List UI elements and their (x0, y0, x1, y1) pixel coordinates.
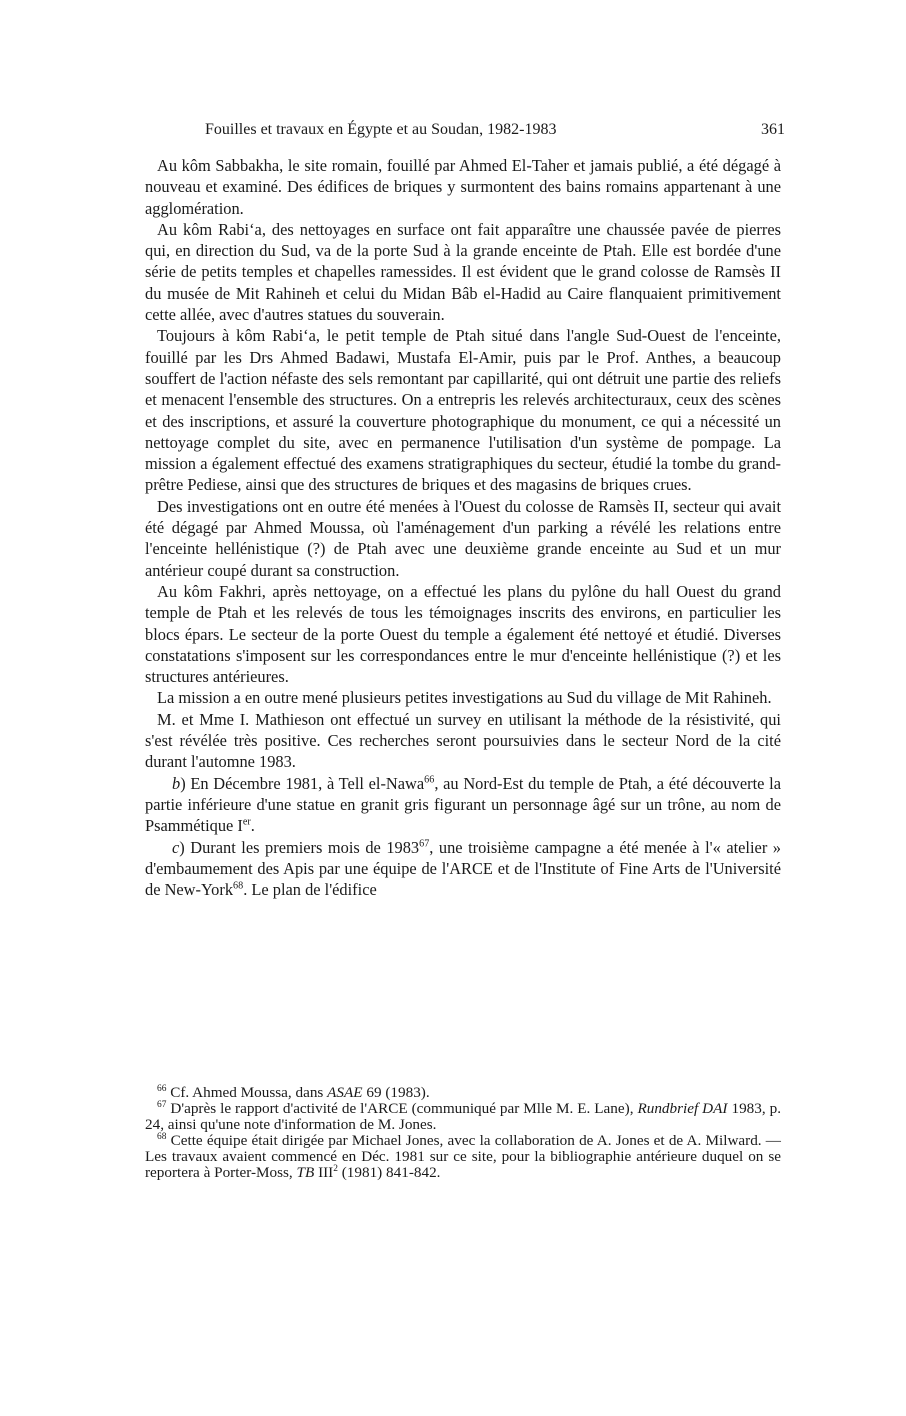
paragraph-text: . Le plan de l'édifice (243, 880, 377, 900)
footnote-text: 69 (1983). (362, 1084, 430, 1101)
paragraph-text: ) En Décembre 1981, à Tell el-Nawa (180, 773, 425, 793)
footnotes (145, 1085, 781, 1180)
journal-title: ASAE (327, 1084, 363, 1101)
paragraph: Toujours à kôm Rabi‘a, le petit temple de Ptah situé dans l'angle Sud-Ouest de l'enceinte, fouillé par les Drs Ahmed Badawi, Mustafa El-Amir, puis par le Prof. Anthes, a beaucoup souffert de l'action néfaste des sels remontant par capillarité, qui ont détruit une partie des reliefs et menacent l'ensemble des structures. On a entrepris les relevés architecturaux, ceux des scènes et des inscriptions, et assuré la couverture photographique du monument, ce qui a nécessité un nettoyage complet du site, avec en permanence l'utilisation d'un système de pompage. La mission a également effectué des examens stratigraphiques du secteur, étudié la tombe du grand-prêtre Pediese, ainsi que des structures de briques et des magasins de briques crues. (145, 326, 781, 495)
footnote-number: 67 (157, 1099, 167, 1110)
paragraph: Des investigations ont en outre été menées à l'Ouest du colosse de Ramsès II, secteur qui avait été dégagé par Ahmed Moussa, où l'aménagement d'un parking a révélé les relations entre l'enceinte hellénistique (?) de Ptah avec une deuxième grande enceinte au Sud et un mur antérieur coupé durant sa construction. (145, 496, 781, 580)
paragraph-text: ) Durant les premiers mois de 1983 (179, 837, 420, 857)
footnote-68 (145, 1133, 781, 1181)
paragraph-b (145, 773, 781, 837)
paragraph: La mission a en outre mené plusieurs petites investigations au Sud du village de Mit Rahineh. (157, 688, 772, 708)
footnote-text: Cf. Ahmed Moussa, dans (166, 1084, 328, 1101)
paragraph-c (145, 837, 781, 901)
footnote-text: D'après le rapport d'activité de l'ARCE (communiqué par Mlle M. E. Lane), (166, 1099, 638, 1117)
running-header (145, 119, 785, 141)
item-letter: b (172, 773, 181, 793)
footnote-number: 66 (157, 1083, 167, 1094)
paragraph: M. et Mme I. Mathieson ont effectué un survey en utilisant la méthode de la résistivité, qui s'est révélée très positive. Ces recherches seront poursuivies dans le secteur Nord de la cité durant l'automne 1983. (145, 709, 781, 772)
footnote-67 (145, 1101, 781, 1133)
paragraph: Au kôm Rabi‘a, des nettoyages en surface ont fait apparaître une chaussée pavée de pierres qui, en direction du Sud, va de la porte Sud à la grande enceinte de Ptah. Elle est bordée d'une série de petits temples et chapelles ramessides. Il est évident que le grand colosse de Ramsès II du musée de Mit Rahineh et celui du Midan Bâb el-Hadid au Caire flanquaient primitivement cette allée, avec d'autres statues du souverain. (145, 219, 781, 325)
footnote-text: (1981) 841-842. (337, 1163, 441, 1181)
journal-title: Rundbrief DAI (637, 1099, 728, 1117)
footnote-number: 68 (157, 1131, 167, 1142)
paragraph-text: . (250, 816, 255, 836)
paragraph-text: , au Nord-Est du temple de Ptah, a été découverte la partie inférieure d'une statue en granit gris figurant un personnage âgé sur un trône, au nom de Psammétique I (145, 773, 781, 836)
running-title: Fouilles et travaux en Égypte et au Soudan, 1982-1983 (205, 121, 557, 138)
footnote-text: 1983, p. 24, ainsi qu'une note d'information de M. Jones. (145, 1099, 782, 1133)
ordinal-suffix: er (242, 816, 251, 828)
item-letter: c (172, 837, 180, 857)
edition-superscript: 2 (333, 1163, 338, 1174)
journal-title: TB (296, 1163, 315, 1181)
paragraph: Au kôm Sabbakha, le site romain, fouillé par Ahmed El-Taher et jamais publié, a été dégagé à nouveau et examiné. Des édifices de briques y surmontent des bains romains appartenant à une agglomération. (145, 156, 781, 218)
footnote-text: Cette équipe était dirigée par Michael Jones, avec la collaboration de A. Jones et de A. Milward. — Les travaux avaient commencé en Déc. 1981 sur ce site, pour la bibliographie antérieure duquel on se reportera à Porter-Moss, (145, 1131, 781, 1181)
paragraph: Au kôm Fakhri, après nettoyage, on a effectué les plans du pylône du hall Ouest du grand temple de Ptah et les relevés de tous les témoignages inscrits des environs, en particulier les blocs épars. Le secteur de la porte Ouest du temple a également été nettoyé et étudié. Diverses constatations s'imposent sur les correspondances entre le mur d'enceinte hellénistique (?) et les structures antérieures. (145, 581, 781, 687)
footnote-ref: 68 (233, 880, 244, 892)
body-text (145, 155, 781, 900)
footnote-ref: 67 (419, 838, 430, 850)
page-number: 361 (761, 121, 785, 138)
footnote-text: III (314, 1163, 334, 1181)
footnote-ref: 66 (424, 774, 435, 786)
footnote-66 (145, 1085, 781, 1101)
paragraph-text: , une troisième campagne a été menée à l'« atelier » d'embaumement des Apis par une équipe de l'ARCE et de l'Institute of Fine Arts de l'Université de New-York (145, 837, 781, 900)
